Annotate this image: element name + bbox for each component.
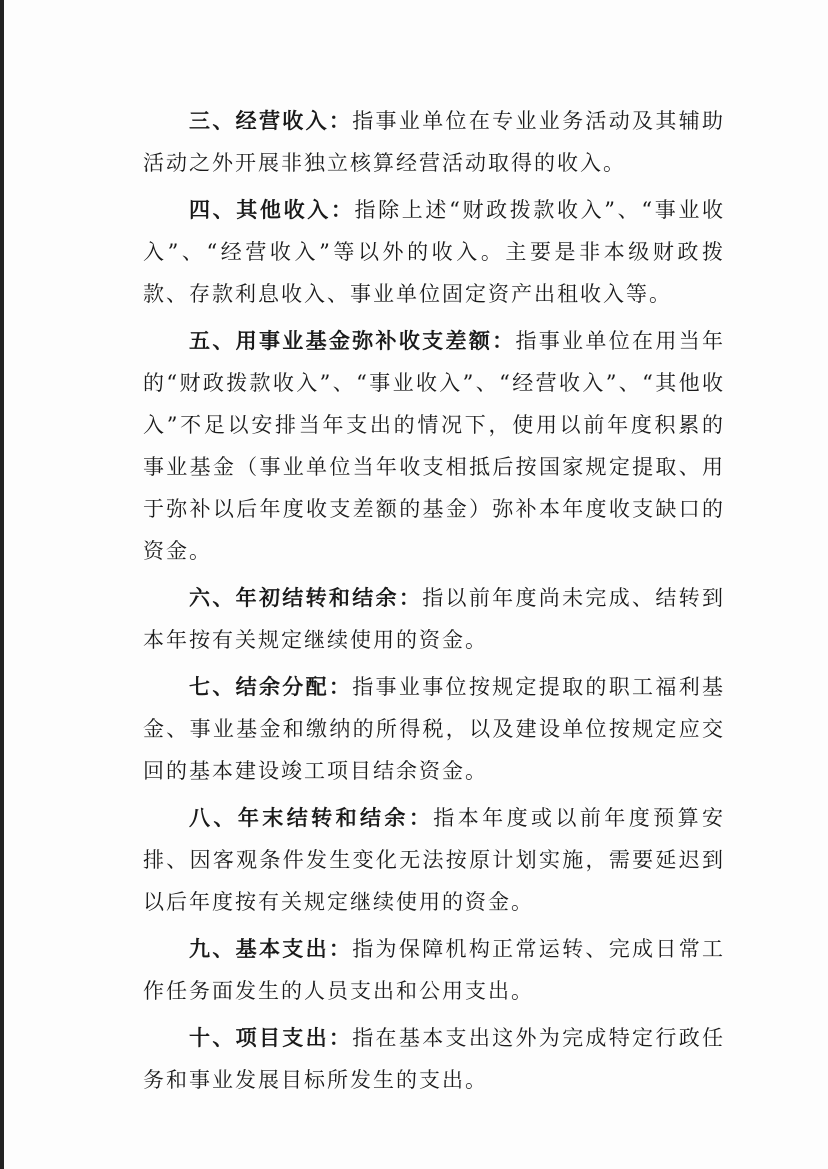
- definition-paragraph-8: [143, 797, 725, 923]
- definition-text: 指除上述“财政拨款收入”、“事业收入”、“经营收入”等以外的收入。主要是非本级财政拨款、存款利息收入、事业单位固定资产出租收入等。: [143, 198, 725, 306]
- definition-text: 指事业事位按规定提取的职工福利基金、事业基金和缴纳的所得税，以及建设单位按规定应交回的基本建设竣工项目结余资金。: [143, 675, 726, 783]
- definition-text: 指以前年度尚未完成、结转到本年按有关规定继续使用的资金。: [143, 586, 726, 652]
- definition-term: 七、结余分配：: [189, 675, 353, 699]
- definition-term: 六、年初结转和结余：: [189, 586, 423, 610]
- definition-term: 四、其他收入：: [189, 198, 355, 222]
- definition-text: 指为保障机构正常运转、完成日常工作任务面发生的人员支出和公用支出。: [143, 937, 726, 1003]
- document-body: [143, 100, 725, 1106]
- definition-term: 八、年末结转和结余：: [189, 806, 434, 830]
- definition-text: 指事业单位在专业业务活动及其辅助活动之外开展非独立核算经营活动取得的收入。: [143, 109, 726, 175]
- definition-text: 指在基本支出这外为完成特定行政任务和事业发展目标所发生的支出。: [143, 1026, 726, 1092]
- definition-text: 指事业单位在用当年的“财政拨款收入”、“事业收入”、“经营收入”、“其他收入”不足以安排当年支出的情况下，使用以前年度积累的事业基金（事业单位当年收支相抵后按国家规定提取、用于弥补以后年度收支差额的基金）弥补本年度收支缺口的资金。: [143, 329, 726, 563]
- definition-paragraph-9: [143, 928, 725, 1012]
- definition-paragraph-3: [143, 100, 725, 184]
- definition-term: 十、项目支出：: [189, 1026, 353, 1050]
- definition-text: 指本年度或以前年度预算安排、因客观条件发生变化无法按原计划实施，需要延迟到以后年度按有关规定继续使用的资金。: [143, 806, 726, 914]
- definition-term: 三、经营收入：: [189, 109, 353, 133]
- definition-paragraph-4: [143, 189, 725, 315]
- definition-paragraph-7: [143, 666, 725, 792]
- scan-edge: [0, 0, 4, 1169]
- definition-paragraph-6: [143, 577, 725, 661]
- definition-paragraph-10: [143, 1017, 725, 1101]
- definition-term: 九、基本支出：: [189, 937, 353, 961]
- definition-paragraph-5: [143, 320, 725, 572]
- definition-term: 五、用事业基金弥补收支差额：: [189, 329, 516, 353]
